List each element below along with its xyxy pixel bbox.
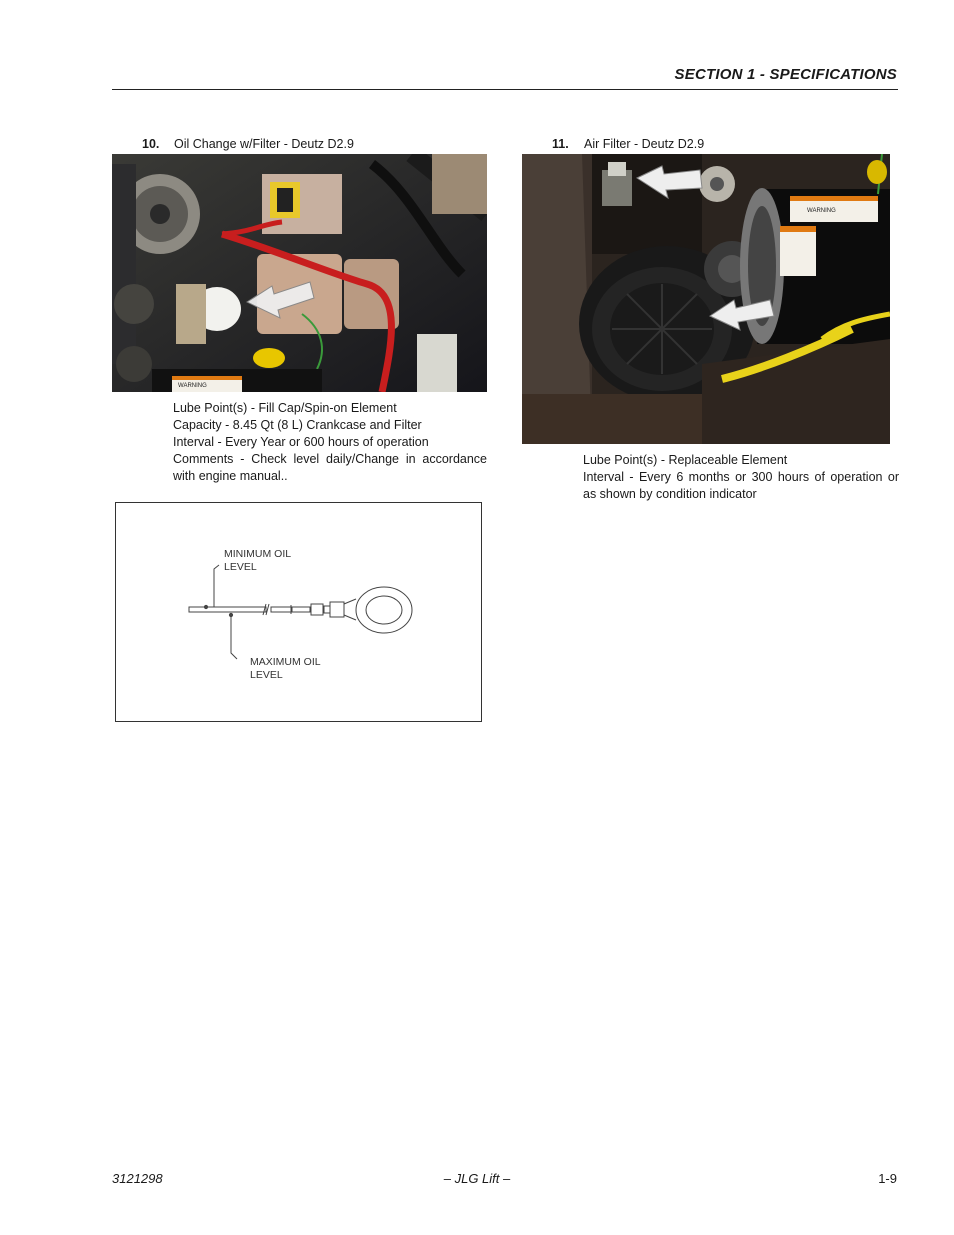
- item-11-line-lube: Lube Point(s) - Replaceable Element: [583, 453, 788, 467]
- doc-number: 3121298: [112, 1171, 163, 1186]
- header-divider: [112, 89, 898, 90]
- item-10-line-lube: Lube Point(s) - Fill Cap/Spin-on Element: [173, 401, 397, 415]
- item-10-details: [173, 400, 487, 485]
- item-10-title: Oil Change w/Filter - Deutz D2.9: [174, 137, 354, 151]
- item-11-heading: [552, 137, 704, 151]
- dipstick-drawing: [116, 503, 483, 723]
- footer-brand: – JLG Lift –: [443, 1171, 511, 1186]
- item-10-line-comments: Comments - Check level daily/Change in accordance: [173, 452, 487, 466]
- max-oil-label: MAXIMUM OIL LEVEL: [250, 656, 321, 681]
- item-10-line-interval: Interval - Every Year or 600 hours of operation: [173, 435, 429, 449]
- item-10-line-comments-cont: with engine manual..: [173, 469, 288, 483]
- item-11-details: [583, 452, 899, 503]
- dipstick-figure: [115, 502, 482, 722]
- page-number: 1-9: [878, 1171, 897, 1186]
- item-11-number: 11.: [552, 137, 569, 151]
- item-10-number: 10.: [142, 137, 160, 151]
- item-10-line-capacity: Capacity - 8.45 Qt (8 L) Crankcase and Filter: [173, 418, 422, 432]
- min-oil-label: MINIMUM OIL LEVEL: [224, 548, 292, 573]
- item-11-title: Air Filter - Deutz D2.9: [584, 137, 705, 151]
- item-11-line-interval: Interval - Every 6 months or 300 hours of operation or: [583, 470, 899, 484]
- engine-oil-photo: [112, 154, 487, 392]
- photo-warning-label-2: WARNING: [807, 208, 836, 214]
- air-filter-photo: [522, 154, 890, 444]
- photo-warning-label: WARNING: [178, 383, 207, 389]
- item-11-line-interval-cont: as shown by condition indicator: [583, 487, 757, 501]
- section-title: SECTION 1 - SPECIFICATIONS: [674, 66, 897, 83]
- item-10-heading: [142, 137, 354, 151]
